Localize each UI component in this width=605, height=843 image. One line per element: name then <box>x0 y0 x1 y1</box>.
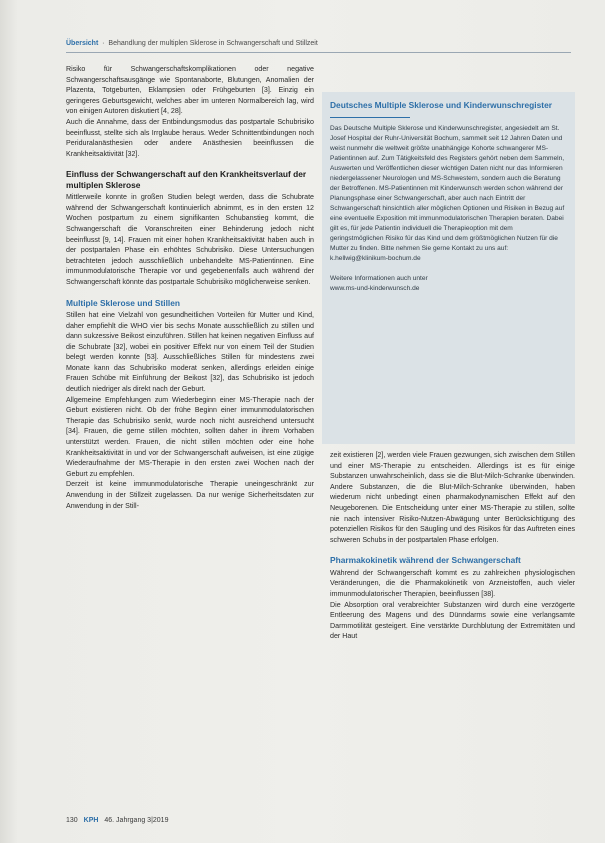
info-box-rule <box>330 117 410 118</box>
page-number: 130 <box>66 817 78 824</box>
header-title: Behandlung der multiplen Sklerose in Schwangerschaft und Stillzeit <box>108 40 318 47</box>
info-box-more-label: Weitere Informationen auch unter <box>330 275 428 282</box>
paragraph: Derzeit ist keine immunmodulatorische Therapie uneingeschränkt zur Anwendung in der Stillzeit zugelassen. Da nur wenige Sicherheitsdaten zur Anwendung in der Still- <box>66 480 314 510</box>
right-column <box>330 450 575 642</box>
page-footer <box>66 817 168 824</box>
paragraph: Mittlerweile konnte in großen Studien belegt werden, dass die Schubrate während der Schwangerschaft kontinuierlich abnimmt, es in den ersten 12 Wochen postpartum zu einem signifikanten Schubanstieg kommt, die Schwangerschaft die Voranschreiten einer Behinderung jedoch nicht beeinflusst [9, 14]. Frauen mit einer hohen Krankheitsaktivität haben auch in der postpartalen Phase ein erhöhtes Schubrisiko. Diese Untersuchungen betrachteten jedoch ausschließlich unbehandelte MS-Patientinnen. Eine immunmodulatorische Therapie vor und gegebenenfalls auch während der Schwangerschaft könnte das postpartale Schubrisiko möglicherweise senken. <box>66 193 314 286</box>
header-section: Übersicht <box>66 40 99 47</box>
info-box <box>322 92 575 444</box>
paragraph: Risiko für Schwangerschaftskomplikationen oder negative Schwangerschaftsausgänge wie Spontanaborte, Blutungen, Anomalien der Plazenta, Totgeburten, Eklampsien oder Frühgeburten [3]. Einzig ein geringeres Geburtsgewicht, welches aber im unteren Normalbereich lag, wird von einigen Autoren diskutiert [4, 28]. <box>66 65 314 116</box>
info-box-text: Das Deutsche Multiple Sklerose und Kinderwunschregister, angesiedelt am St. Josef Hospital der Ruhr-Universität Bochum, sammelt seit 12 Jahren Daten und weist nunmehr die weltweit größte unabhängige Kohorte schwangerer MS-Patientinnen auf. Zum Tätigkeitsfeld des Registers gehört neben dem Sammeln, Auswerten und Veröffentlichen dieser wichtigen Daten nicht nur das Informieren niedergelassener Neurologen und MS-Schwestern, sondern auch die Beratung der Betroffenen. MS-Patientinnen mit Kinderwunsch werden schon während der Planungsphase einer Schwangerschaft, aber auch nach Eintritt der Schwangerschaft hinsichtlich aller möglichen Optionen und Risiken in Bezug auf eine eventuelle Exposition mit immunmodulatorischen Therapien beraten. Dabei gilt es, für jede Patientin individuell die Therapieoption mit dem geringstmöglichen Risiko für das Kind und dem größtmöglichen Nutzen für die Mutter zu finden. Bitte nehmen Sie gerne Kontakt zu uns auf: k.hellwig@klinikum-bochum.de <box>330 125 565 262</box>
info-box-title: Deutsches Multiple Sklerose und Kinderwunschregister <box>330 100 552 110</box>
journal-brand: KPH <box>83 817 99 824</box>
paragraph: Die Absorption oral verabreichter Substanzen wird durch eine verzögerte Entleerung des Magens und des Dünndarms sowie eine verlangsamte Darmmotilität gesteigert. Eine verstärkte Durchblutung der Extremitäten und der Haut <box>330 600 575 641</box>
section-heading: Einfluss der Schwangerschaft auf den Krankheitsverlauf der multiplen Sklerose <box>66 169 307 190</box>
paragraph: Während der Schwangerschaft kommt es zu zahlreichen physiologischen Veränderungen, die die Pharmakokinetik von Arzneistoffen, auch vieler immunmodulatorischer Therapien, beeinflussen [38]. <box>330 568 575 598</box>
left-column <box>66 64 314 511</box>
header-rule <box>66 52 571 53</box>
paragraph: Allgemeine Empfehlungen zum Wiederbeginn einer MS-Therapie nach der Geburt existieren nicht. Ob der frühe Beginn einer immunmodulatorischen Therapie das Schubrisiko senkt, wurde noch nicht ausreichend untersucht [34]. Frauen, die gerne stillen möchten, sollten daher in ihrem Vorhaben unterstützt werden. Frauen, die nicht stillen möchten oder eine hohe Krankheitsaktivität in und vor der Schwangerschaft aufweisen, ist eine zügige Wiederaufnahme der MS-Therapie in den ersten zwei Wochen nach der Geburt zu empfehlen. <box>66 395 314 478</box>
journal-issue: 46. Jahrgang 3|2019 <box>104 817 169 824</box>
section-heading: Pharmakokinetik während der Schwangerschaft <box>330 555 521 566</box>
paragraph: Stillen hat eine Vielzahl von gesundheitlichen Vorteilen für Mutter und Kind, daher empfiehlt die WHO vier bis sechs Monate ausschließlich zu stillen und dann sukzessive Beikost einzuführen. Stillen hat keinen negativen Einfluss auf die Schubrate [32], wobei ein positiver Effekt nur von einem Teil der Studien belegt werden konnte [53]. Ausschließliches Stillen für mindestens zwei Monate kann das Schubrisiko moderat senken, allerdings erleiden einige Frauen Schübe mit Einführung der Beikost [32], das Schubrisiko ist jedoch deutlich niedriger als direkt nach der Geburt. <box>66 310 314 394</box>
paragraph: Auch die Annahme, dass der Entbindungsmodus das postpartale Schubrisiko beeinflusst, stellte sich als Irrglaube heraus. Weder Schnittentbindungen noch Periduralanästhesien oder andere Anästhesien beeinflussen die Krankheitsaktivität [32]. <box>66 117 314 158</box>
paragraph: zeit existieren [2], werden viele Frauen gezwungen, sich zwischen dem Stillen und einer MS-Therapie zu entscheiden. Allerdings ist es für einige Substanzen unwahrscheinlich, dass sie die Blut-Milch-Schranke überwinden. Andere Substanzen, die die Blut-Milch-Schranke überwinden, haben wiederum nicht unbedingt einen pharmakodynamischen Effekt auf den Neugeborenen. Die Entscheidung unter einer MS-Therapie zu stillen, sollte nie nach intensiver Risiko-Nutzen-Abwägung unter Berücksichtigung des potenziellen Risikos für den Säugling und des Risikos für das Auftreten eines schweren Schubs in der postpartalen Phase erfolgen. <box>330 451 575 544</box>
info-box-link[interactable]: www.ms-und-kinderwunsch.de <box>330 285 420 292</box>
running-header: Übersicht · Behandlung der multiplen Sklerose in Schwangerschaft und Stillzeit <box>66 40 566 47</box>
section-heading: Multiple Sklerose und Stillen <box>66 297 181 308</box>
